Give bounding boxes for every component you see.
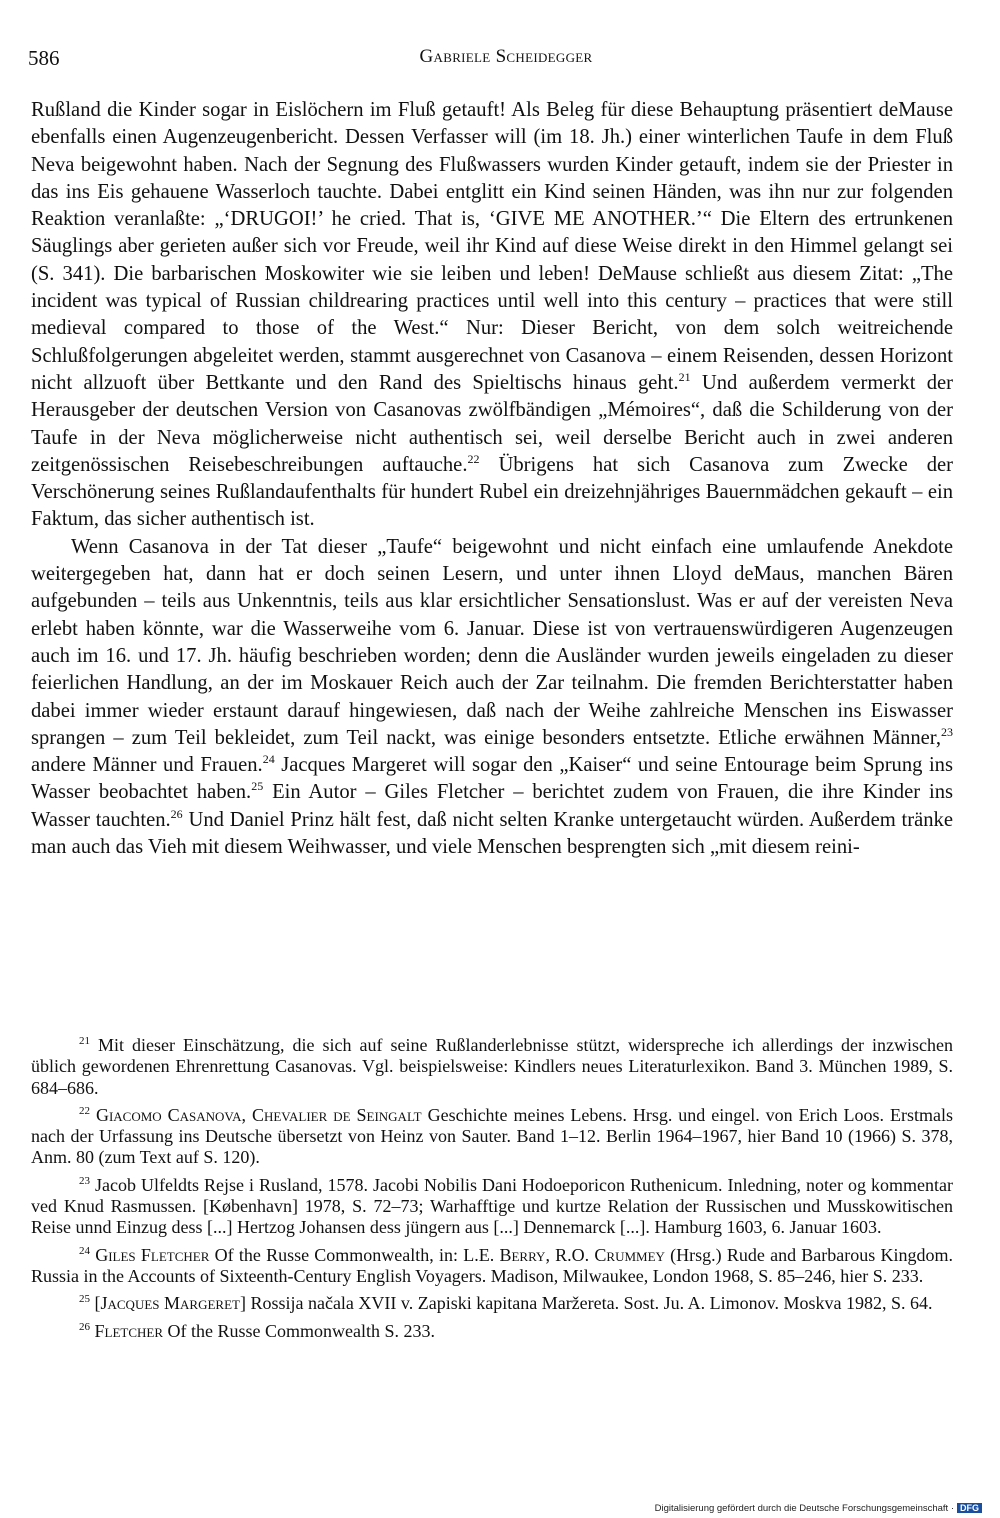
- footnote-ref-24[interactable]: 24: [262, 752, 275, 767]
- footnote-22: [31, 1105, 953, 1169]
- footnote-24: [31, 1245, 953, 1288]
- text-run: andere Männer und Frauen.: [31, 754, 263, 777]
- text-run: Wenn Casanova in der Tat dieser „Taufe“ beigewohnt und nicht einfach eine umlaufende Anekdote weitergegeben hat, dann hat er doch seinen Lesern, und unter ihnen Lloyd deMaus, manchen Bären aufgebunden – teils aus Unkenntnis, teils aus klar ersichtlicher Sensationslust. Was er auf der vereisten Neva erlebt haben könnte, war die Wasserweihe vom 6. Januar. Diese ist von vertrauenswürdigeren Augenzeugen auch im 16. und 17. Jh. häufig beschrieben worden; denn die Ausländer wurden jeweils eingeladen zu dieser feierlichen Handlung, an der im Moskauer Reich auch der Zar teilnahm. Die fremden Berichterstatter haben dabei immer wieder erstaunt darauf hingewiesen, daß nach der Weihe zahlreiche Menschen ins Eiswasser sprangen – zum Teil bekleidet, zum Teil nackt, was einige besonders entsetzte. Etliche erwähnen Männer,: [31, 535, 953, 749]
- footnote-text: Mit dieser Einschätzung, die sich auf seine Rußlanderlebnisse stützt, widerspreche ich allerdings der inzwischen üblich gewordenen Ehrenrettung Casanovas. Vgl. beispielsweise: Kindlers neues Literaturlexikon. Band 3. München 1989, S. 684–686.: [31, 1035, 953, 1098]
- footnote-text: (Hrsg.) Rude and Barbarous Kingdom. Russia in the Accounts of Sixteenth-Century English Voyagers. Madison, Milwaukee, London 1968, S. 85–246, hier S. 233.: [31, 1244, 954, 1286]
- footnote-23: [31, 1175, 953, 1239]
- paragraph-2: [31, 534, 953, 862]
- footnote-ref-22[interactable]: 22: [467, 452, 480, 466]
- text-run: Ein Autor – Giles Fletcher – berichtet zudem von Frauen, die ihre Kinder ins Wasser tauchten.: [31, 781, 954, 831]
- footnotes: [31, 1035, 953, 1348]
- paragraph-1: [31, 97, 953, 534]
- footnote-number: 23: [79, 1174, 90, 1187]
- credit-text: Digitalisierung gefördert durch die Deutsche Forschungsgemeinschaft ·: [654, 1503, 954, 1514]
- footnote-author: Crummey: [594, 1244, 665, 1265]
- footnote-ref-25[interactable]: 25: [251, 779, 264, 794]
- footnote-text: Geschichte meines Lebens. Hrsg. und eingel. von Erich Loos. Erstmals nach der Urfassung ins Deutsche übersetzt von Heinz von Sauter. Band 1–12. Berlin 1964–1967, hier Band 10 (1966) S. 378, Anm. 80 (zum Text auf S. 120).: [31, 1104, 953, 1168]
- footnote-ref-21[interactable]: 21: [678, 370, 691, 385]
- footnote-number: 26: [79, 1320, 90, 1333]
- dfg-logo-icon: DFG: [957, 1503, 982, 1513]
- text-run: Übrigens hat sich Casanova zum Zwecke der Verschönerung seines Rußlandaufenthalts für hundert Rubel ein dreizehnjähriges Bauernmädchen gekauft – ein Faktum, das sicher authentisch ist.: [31, 453, 953, 531]
- footnote-ref-26[interactable]: 26: [170, 806, 183, 821]
- running-head: [28, 46, 984, 68]
- footnote-number: 22: [79, 1104, 90, 1117]
- footnote-21: [31, 1035, 953, 1099]
- footnote-number: 25: [79, 1293, 90, 1306]
- page-header: [28, 46, 984, 76]
- text-run: Und außerdem vermerkt der Herausgeber der deutschen Version von Casanovas zwölfbändigen „Mémoires“, daß die Schilderung von der Taufe in der Neva möglicherweise nicht authentisch sei, weil derselbe Bericht auch in zwei anderen zeitgenössischen Reisebeschreibungen auftauche.: [31, 371, 954, 476]
- main-text: [31, 97, 953, 861]
- footnote-author: Fletcher: [90, 1320, 164, 1341]
- footnote-text: , R.O.: [545, 1244, 595, 1265]
- footnote-author: Giacomo Casanova, Chevalier de Seingalt: [90, 1104, 422, 1125]
- text-run: Und Daniel Prinz hält fest, daß nicht selten Kranke untergetaucht würden. Außerdem tränke man auch das Vieh mit diesem Weihwasser, und viele Menschen besprengten sich „mit diesem reini-: [31, 808, 953, 859]
- digitization-credit: [655, 1503, 982, 1514]
- footnote-text: Jacob Ulfeldts Rejse i Rusland, 1578. Jacobi Nobilis Dani Hodoeporicon Ruthenicum. Inledning, noter og kommentar ved Knud Rasmussen. [København] 1978, S. 72–73; Warhafftige und kurtze Relation der Russischen und Musskowitischen Reise unnd Einzug dess [...] Hertzog Johansen dess jüngern aus [...] Dennemarck [...]. Hamburg 1603, 6. Januar 1603.: [31, 1174, 953, 1238]
- footnote-ref-23[interactable]: 23: [941, 724, 953, 739]
- text-run: Rußland die Kinder sogar in Eislöchern im Fluß getauft! Als Beleg für diese Behauptung präsentiert deMause ebenfalls einen Augenzeugenbericht. Dessen Verfasser will (im 18. Jh.) einer winterlichen Taufe in dem Fluß Neva beigewohnt haben. Nach der Segnung des Flußwassers wurden Kinder getauft, indem sie der Priester in das ins Eis gehauene Wasserloch tauchte. Dabei entglitt ein Kind seinen Händen, was ihn nur zur folgenden Reaktion veranlaßte: „‘DRUGOI!’ he cried. That is, ‘GIVE ME ANOTHER.’“ Die Eltern des ertrunkenen Säuglings aber gerieten außer sich vor Freude, weil ihr Kind auf diese Weise direkt in den Himmel gelangt sei (S. 341). Die barbarischen Moskowiter wie sie leiben und leben! DeMause schließt aus diesem Zitat: „The incident was typical of Russian childrearing practices until well into this century – practices that were still medieval compared to those of the West.“ Nur: Dieser Bericht, von dem solch weitreichende Schlußfolgerungen abgeleitet werden, stammt ausgerechnet von Casanova – einem Reisenden, dessen Horizont nicht allzuoft über Bettkante und den Rand des Spieltischs hinaus geht.: [31, 99, 953, 394]
- footnote-number: 24: [79, 1244, 90, 1257]
- footnote-text: Of the Russe Commonwealth, in: L.E.: [209, 1244, 500, 1265]
- footnote-author: Berry: [499, 1244, 546, 1265]
- footnote-text: Of the Russe Commonwealth S. 233.: [163, 1320, 436, 1341]
- footnote-25: [31, 1293, 953, 1314]
- footnote-26: [31, 1321, 953, 1342]
- footnote-number: 21: [79, 1035, 90, 1047]
- footnote-text: Rossija načala XVII v. Zapiski kapitana Maržereta. Sost. Ju. A. Limonov. Moskva 1982, S. 64.: [245, 1293, 933, 1314]
- footnote-author: Giles Fletcher: [90, 1244, 210, 1265]
- running-head-author: Gabriele Scheidegger: [419, 46, 593, 67]
- text-run: Jacques Margeret will sogar den „Kaiser“ und seine Entourage beim Sprung ins Wasser beobachtet haben.: [31, 754, 953, 804]
- footnote-author: [Jacques Margeret]: [90, 1293, 246, 1314]
- page-number: 586: [28, 46, 60, 70]
